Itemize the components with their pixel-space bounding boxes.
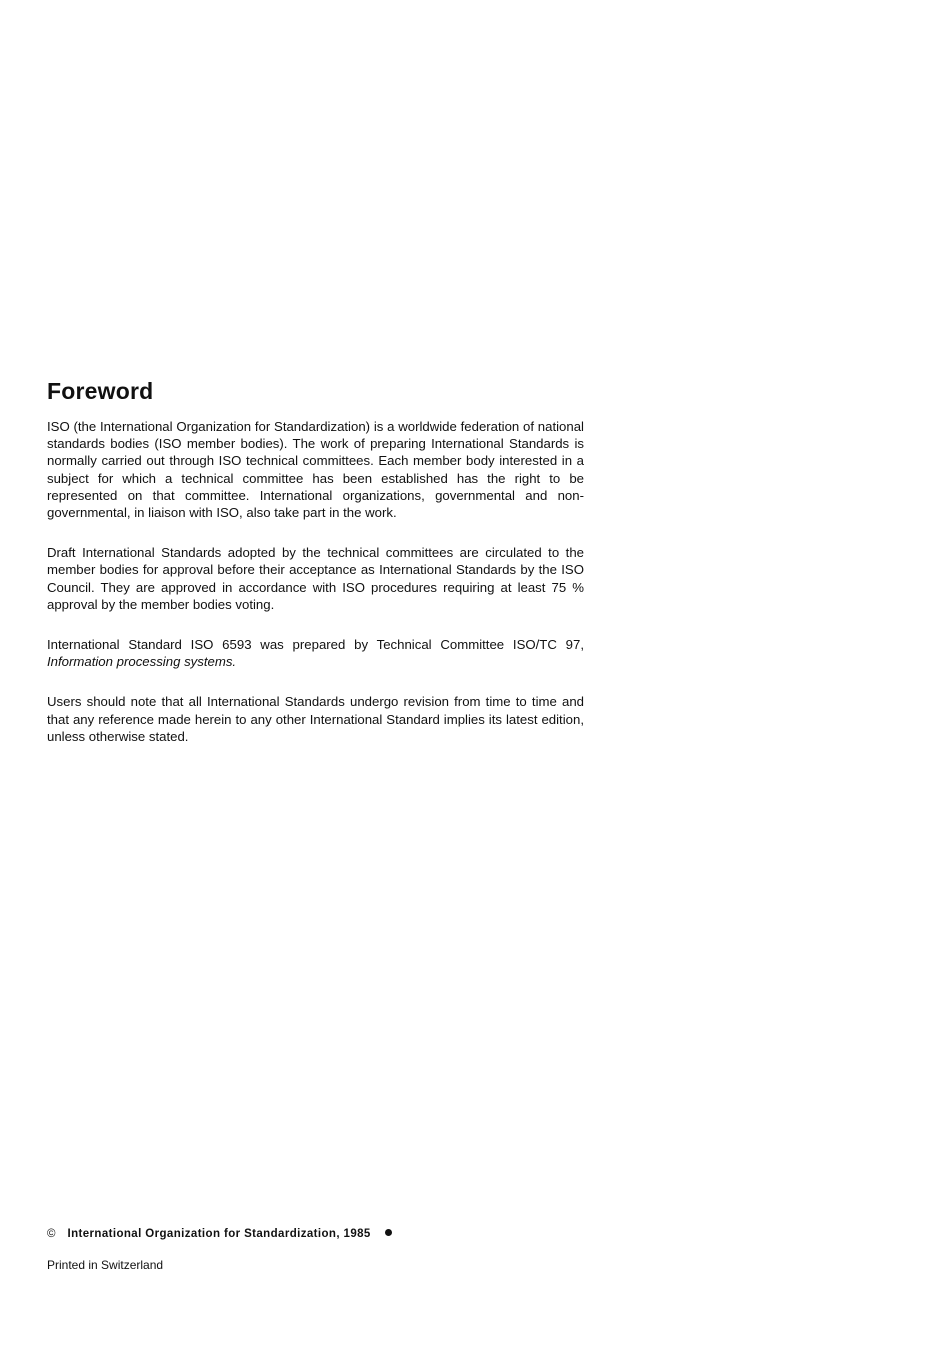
copyright-line [47,1226,392,1242]
prepared-by-text: International Standard ISO 6593 was prepared by Technical Committee ISO/TC 97, [47,637,584,653]
foreword-paragraph-2: Draft International Standards adopted by the technical committees are circulated to the member bodies for approval before their acceptance as International Standards by the ISO Council. They are approved in accordance with ISO procedures requiring at least 75 % approval by the member bodies voting. [47,545,584,612]
foreword-title: Foreword [47,378,154,404]
copyright-symbol: © [47,1228,56,1240]
committee-name: Information processing systems. [47,654,237,670]
foreword-paragraph-4: Users should note that all International Standards undergo revision from time to time and that any reference made herein to any other International Standard implies its latest edition, unless otherwise stated. [47,694,584,744]
foreword-section [47,376,584,768]
foreword-paragraph-3 [47,636,584,670]
copyright-text: International Organization for Standardization, 1985 [67,1228,371,1240]
printed-in-text: Printed in Switzerland [47,1258,164,1272]
foreword-paragraph-1: ISO (the International Organization for Standardization) is a worldwide federation of national standards bodies (ISO member bodies). The work of preparing International Standards is normally carried out through ISO technical committees. Each member body interested in a subject for which a technical committee has been established has the right to be represented on that committee. International organizations, governmental and non-governmental, in liaison with ISO, also take part in the work. [47,419,584,521]
bullet-dot-icon [385,1229,392,1236]
